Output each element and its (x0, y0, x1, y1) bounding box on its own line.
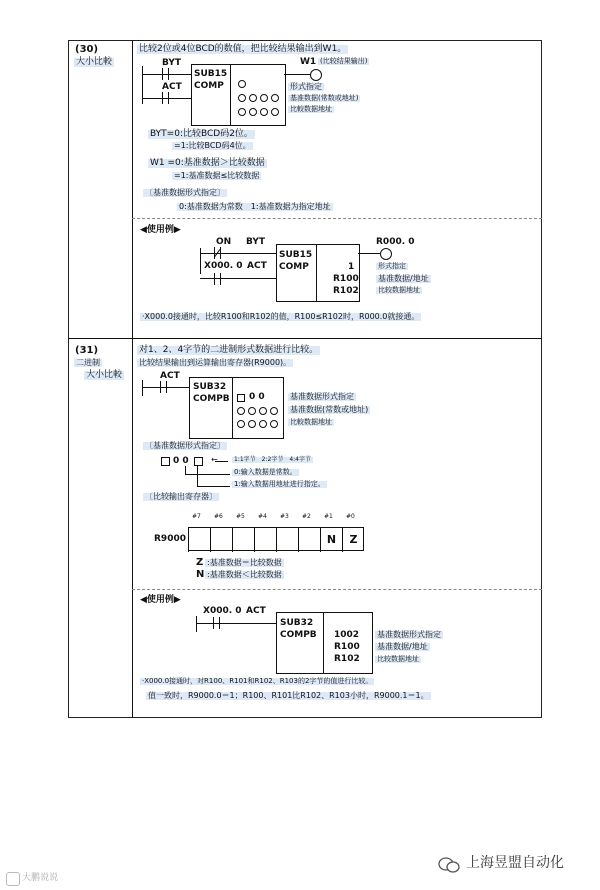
watermark-left: 大鹏说说 (22, 873, 59, 883)
bit-label: #3 (280, 513, 289, 520)
bit-label: #1 (324, 513, 333, 520)
example-func-code: SUB15 (279, 250, 313, 260)
entry30-number: (30) (75, 44, 99, 55)
format-text: 0:基准数据为常数 1:基准数据为指定地址 (179, 202, 331, 211)
example-func-name: COMPB (280, 630, 317, 640)
bit-label: #4 (258, 513, 267, 520)
example-p2: 基准数据/地址 (377, 642, 428, 651)
p3: 比較数据地址 (290, 418, 332, 426)
bit-label: #2 (302, 513, 311, 520)
z-label: Z (196, 557, 204, 568)
entry31-name-1: 二进制 (76, 358, 100, 367)
format-title: 〔基准数据形式指定〕 (145, 441, 225, 450)
register-bit-cell (210, 528, 232, 552)
register-bit-cell (254, 528, 276, 552)
register-bit-cell (298, 528, 320, 552)
byt1-text: =1:比较BCD码4位。 (174, 141, 251, 150)
entry31-desc-2: 比较结果输出到运算输出寄存器(R9000)。 (139, 358, 292, 367)
n-label: N (196, 569, 205, 580)
register-r9000 (188, 527, 364, 551)
w1-0-text: W1 =0:基准数据＞比较数据 (150, 158, 265, 168)
register-bit-cell (276, 528, 298, 552)
entry30-name: 大小比較 (76, 57, 113, 67)
example-v1: 1 (348, 262, 355, 272)
contact-act-label: ACT (162, 82, 182, 92)
opt-0: 0:输入数据是常数。 (234, 468, 297, 476)
w1-1-text: =1:基准数据≤比较数据 (174, 171, 260, 180)
contact-byt-label: BYT (162, 58, 182, 68)
entry31-name-2: 大小比較 (86, 370, 123, 380)
format-title: 〔基准数据形式指定〕 (145, 188, 225, 197)
param-2: 基准数据(常数或地址) (290, 94, 359, 102)
example-v1: 1002 (334, 630, 360, 640)
act-label: ACT (160, 371, 180, 381)
bit-label: #7 (192, 513, 201, 520)
output-coil-icon (310, 69, 322, 81)
wechat-icon (438, 857, 460, 873)
example-act: ACT (247, 261, 267, 271)
example-func-code: SUB32 (280, 618, 314, 628)
watermark-icon (6, 872, 20, 886)
example-output: R000. 0 (376, 237, 415, 247)
digits: 0 0 (249, 392, 265, 402)
p2: 基准数据(常数或地址) (290, 405, 369, 414)
arrow-icon: ← (211, 455, 218, 464)
param-1: 形式指定 (290, 82, 322, 91)
example-on: ON (216, 237, 232, 247)
example-label: ◀使用例▶ (140, 225, 181, 235)
example-byt: BYT (246, 237, 266, 247)
row-divider (68, 338, 542, 339)
register-bit-cell: N (320, 528, 342, 552)
entry31-separator (132, 589, 542, 590)
example-v2: R100 (333, 274, 359, 284)
example-p1: 形式指定 (378, 262, 406, 270)
byt0-text: BYT=0:比较BCD码2位。 (150, 129, 253, 139)
example-v3: R102 (334, 654, 360, 664)
example-x-contact: X000. 0 (204, 261, 243, 271)
format-digits: 0 0 (173, 456, 189, 466)
brand-name: 上海昱盟自动化 (466, 855, 564, 871)
column-divider (132, 40, 133, 718)
example-p3: 比较数据地址 (377, 655, 419, 663)
register-bit-cell: Z (342, 528, 364, 552)
byte-note: 1:1字节 2:2字节 4:4字节 (234, 456, 311, 463)
contact-act-icon (162, 92, 163, 104)
bit-label: #5 (236, 513, 245, 520)
opt-1: 1:输入数据用地址进行指定。 (234, 480, 325, 488)
bit-label: #6 (214, 513, 223, 520)
entry31-number: (31) (75, 345, 99, 356)
output-note: (比较结果输出) (320, 57, 368, 65)
example-p2: 基准数据/地址 (378, 274, 429, 283)
register-bit-cell (232, 528, 254, 552)
register-bit-cell (188, 528, 210, 552)
example-v3: R102 (333, 286, 359, 296)
func-name: COMP (194, 81, 224, 91)
example-note: ·X000.0接通时，比较R100和R102的值，R100≤R102时，R000.0就接通。 (142, 312, 420, 321)
register-title: 〔比较输出寄存器〕 (145, 492, 217, 501)
example-note-2: 值一致时，R9000.0＝1；R100、R101比R102、R103小时，R9000.1＝1。 (148, 691, 429, 700)
p1: 基准数据形式指定 (290, 392, 354, 401)
entry30-description: 比较2位或4位BCD的数值，把比较结果输出到W1。 (139, 44, 347, 54)
output-w1: W1 (300, 57, 317, 67)
z-text: :基准数据＝比较数据 (207, 558, 282, 567)
func-code: SUB32 (193, 382, 227, 392)
example-p3: 比较数据地址 (378, 286, 420, 294)
contact-byt-icon (162, 68, 163, 80)
bit-label: #0 (346, 513, 355, 520)
entry31-desc-1: 对1、2、4字节的二进制形式数据进行比较。 (139, 345, 319, 355)
example-note-1: ·X000.0接通时，对R100、R101和R102、R103的2字节的值进行比较。 (142, 677, 373, 685)
example-v2: R100 (334, 642, 360, 652)
n-text: :基准数据＜比较数据 (207, 570, 282, 579)
register-name: R9000 (154, 534, 186, 544)
example-func-name: COMP (279, 262, 309, 272)
example-label: ◀使用例▶ (140, 595, 181, 605)
bit-labels (188, 514, 364, 524)
func-code: SUB15 (194, 69, 228, 79)
example-p1: 基准数据形式指定 (377, 630, 441, 639)
example-coil-icon (380, 248, 392, 260)
example-x-contact: X000. 0 (203, 606, 242, 616)
param-3: 比較数据地址 (290, 105, 332, 113)
example-act: ACT (246, 606, 266, 616)
func-name: COMPB (193, 394, 230, 404)
entry30-separator (132, 218, 542, 219)
